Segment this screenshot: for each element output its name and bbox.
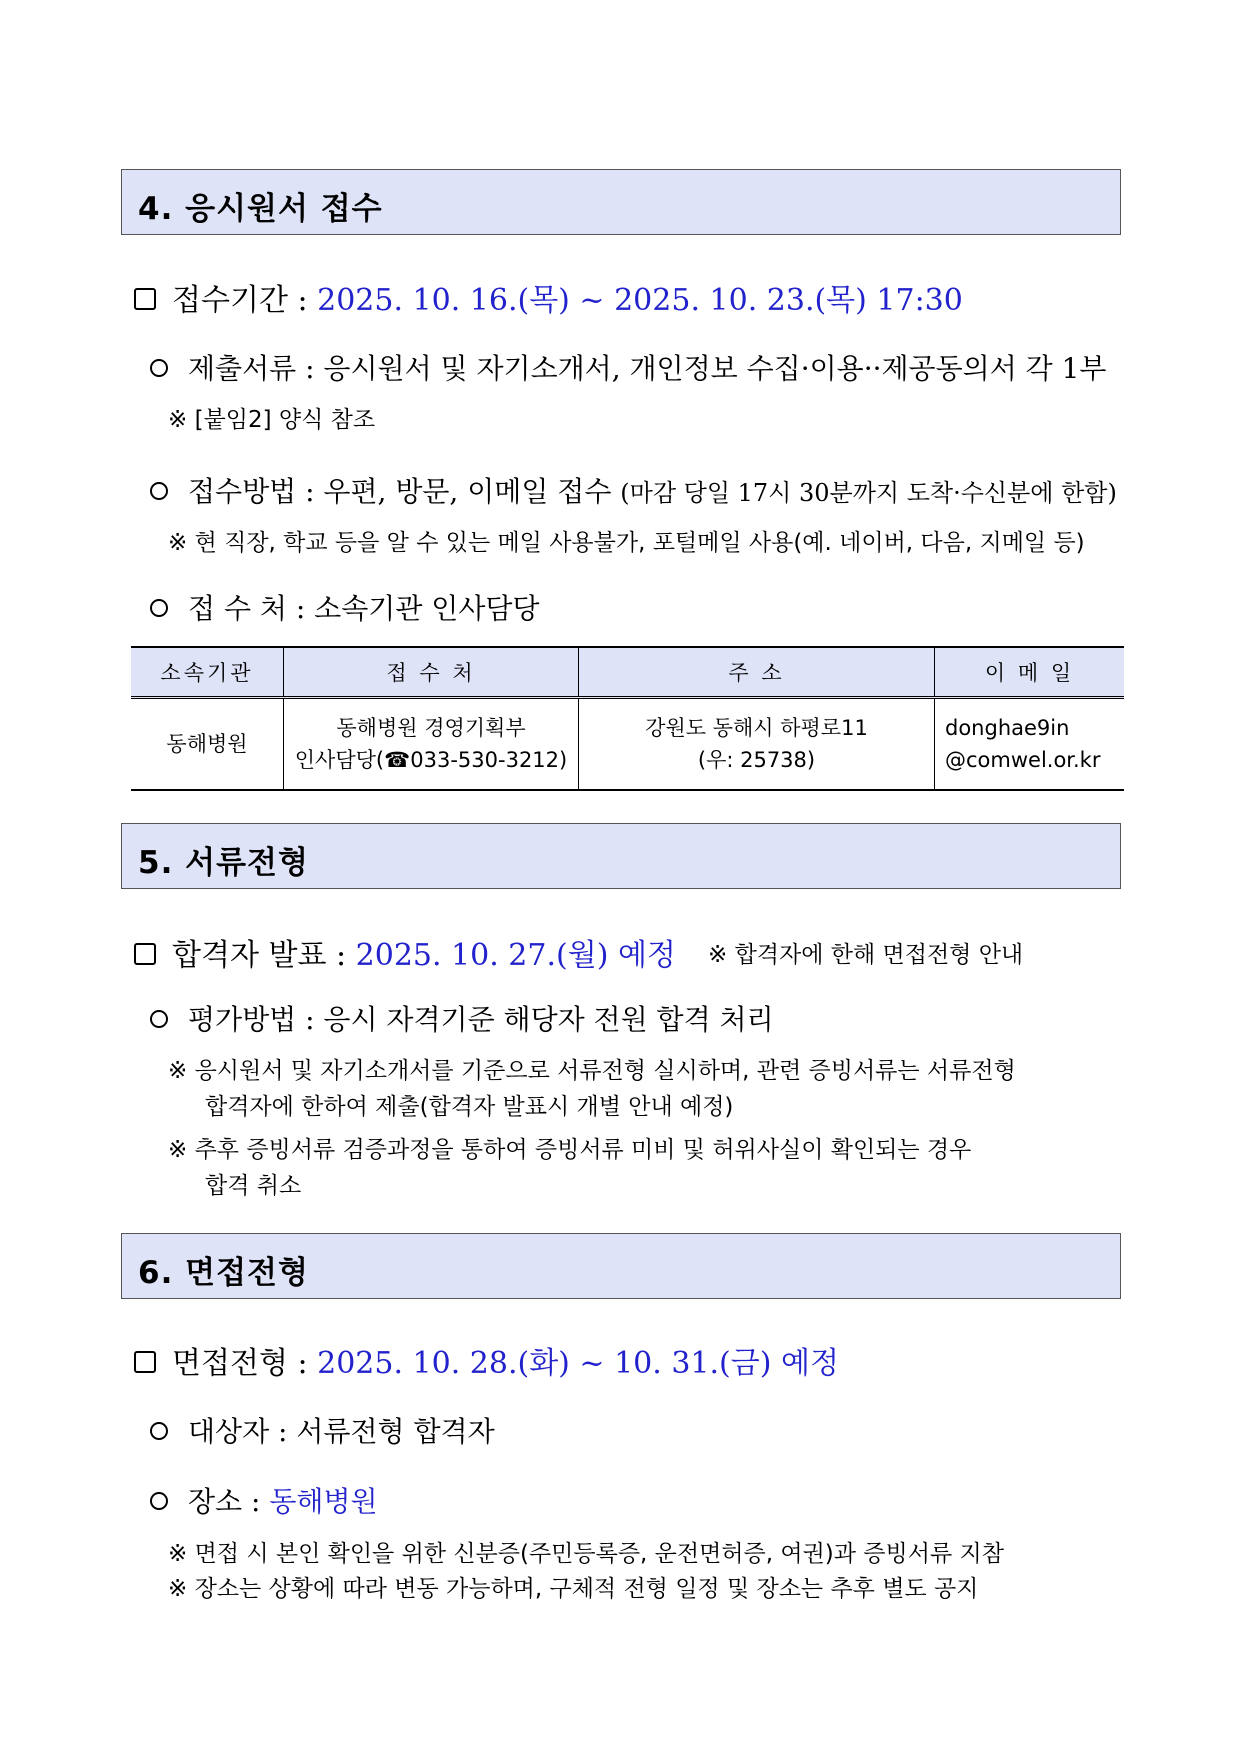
docs-text: 제출서류 : 응시원서 및 자기소개서, 개인정보 수집·이용··제공동의서 각 1부 [188,352,1107,385]
section-5-title: 5. 서류전형 [138,845,309,881]
method-small: (마감 당일 17시 30분까지 도착·수신분에 한함) [620,479,1117,507]
section-6-header [121,1233,1121,1299]
zip-line: (우: 25738) [697,748,816,772]
docs-line [150,347,1106,387]
org-cell: 동해병원 [131,698,284,791]
result-label: 합격자 발표 : [172,938,347,973]
s5-note2-cont: 합격 취소 [205,1173,302,1199]
eval-text: 평가방법 : 응시 자격기준 해당자 전원 합격 처리 [188,1003,774,1036]
period-value: 2025. 10. 16.(목) ~ 2025. 10. 23.(목) 17:30 [317,283,963,318]
method-note: ※ 현 직장, 학교 등을 알 수 있는 메일 사용불가, 포털메일 사용(예. 네이버, 다음, 지메일 등) [168,530,1085,556]
place-line [150,587,539,627]
result-note: ※ 합격자에 한해 면접전형 안내 [708,942,1024,968]
address-line: 강원도 동해시 하평로11 [645,716,868,740]
dept-line: 동해병원 경영기획부 [336,716,526,740]
s6-note2: ※ 장소는 상황에 따라 변동 가능하며, 구체적 전형 일정 및 장소는 추후 별도 공지 [168,1576,979,1602]
table-header: 이 메 일 [935,647,1125,698]
result-value: 2025. 10. 27.(월) 예정 [355,938,676,973]
s6-note1: ※ 면접 시 본인 확인을 위한 신분증(주민등록증, 운전면허증, 여권)과 증빙서류 지참 [168,1541,1004,1567]
docs-note: ※ [붙임2] 양식 참조 [168,407,376,433]
target-text: 대상자 : 서류전형 합격자 [188,1415,495,1448]
place-text: 접 수 처 : 소속기관 인사담당 [188,592,540,625]
section-4-title: 4. 응시원서 접수 [138,191,383,227]
table-header: 접 수 처 [284,647,579,698]
table-header-row [131,647,1124,698]
section-4-header [121,169,1121,235]
target-line [150,1410,495,1450]
eval-line [150,998,774,1038]
checkbox-icon [134,943,156,965]
interview-label: 면접전형 : [172,1346,308,1381]
interview-line [134,1338,839,1382]
period-label: 접수기간 : [172,283,308,318]
section-5-header [121,823,1121,889]
s5-note1-cont: 합격자에 한하여 제출(합격자 발표시 개별 안내 예정) [205,1094,734,1120]
dept-phone: 인사담당(☎033-530-3212) [294,748,568,772]
section-6-title: 6. 면접전형 [138,1255,309,1291]
email-domain: @comwel.or.kr [945,748,1101,772]
s5-note1: ※ 응시원서 및 자기소개서를 기준으로 서류전형 실시하며, 관련 증빙서류는 서류전형 [168,1058,1016,1084]
result-line [134,930,676,974]
dept-cell [284,698,579,791]
table-header: 소속기관 [131,647,284,698]
address-cell [579,698,935,791]
table-row [131,698,1124,791]
circle-bullet-icon [150,359,168,377]
circle-bullet-icon [150,1492,168,1510]
email-cell [935,698,1125,791]
circle-bullet-icon [150,1422,168,1440]
venue-value: 동해병원 [269,1485,378,1518]
circle-bullet-icon [150,599,168,617]
table-header: 주 소 [579,647,935,698]
method-line [150,470,1117,510]
venue-label: 장소 : [188,1485,261,1518]
method-text: 접수방법 : 우편, 방문, 이메일 접수 [188,475,612,508]
contact-table [131,646,1124,791]
circle-bullet-icon [150,1010,168,1028]
period-line [134,275,963,319]
checkbox-icon [134,1351,156,1373]
email-line: donghae9in [945,716,1070,740]
s5-note2: ※ 추후 증빙서류 검증과정을 통하여 증빙서류 미비 및 허위사실이 확인되는 경우 [168,1137,972,1163]
circle-bullet-icon [150,482,168,500]
checkbox-icon [134,288,156,310]
interview-value: 2025. 10. 28.(화) ~ 10. 31.(금) 예정 [317,1346,839,1381]
venue-line [150,1480,378,1520]
